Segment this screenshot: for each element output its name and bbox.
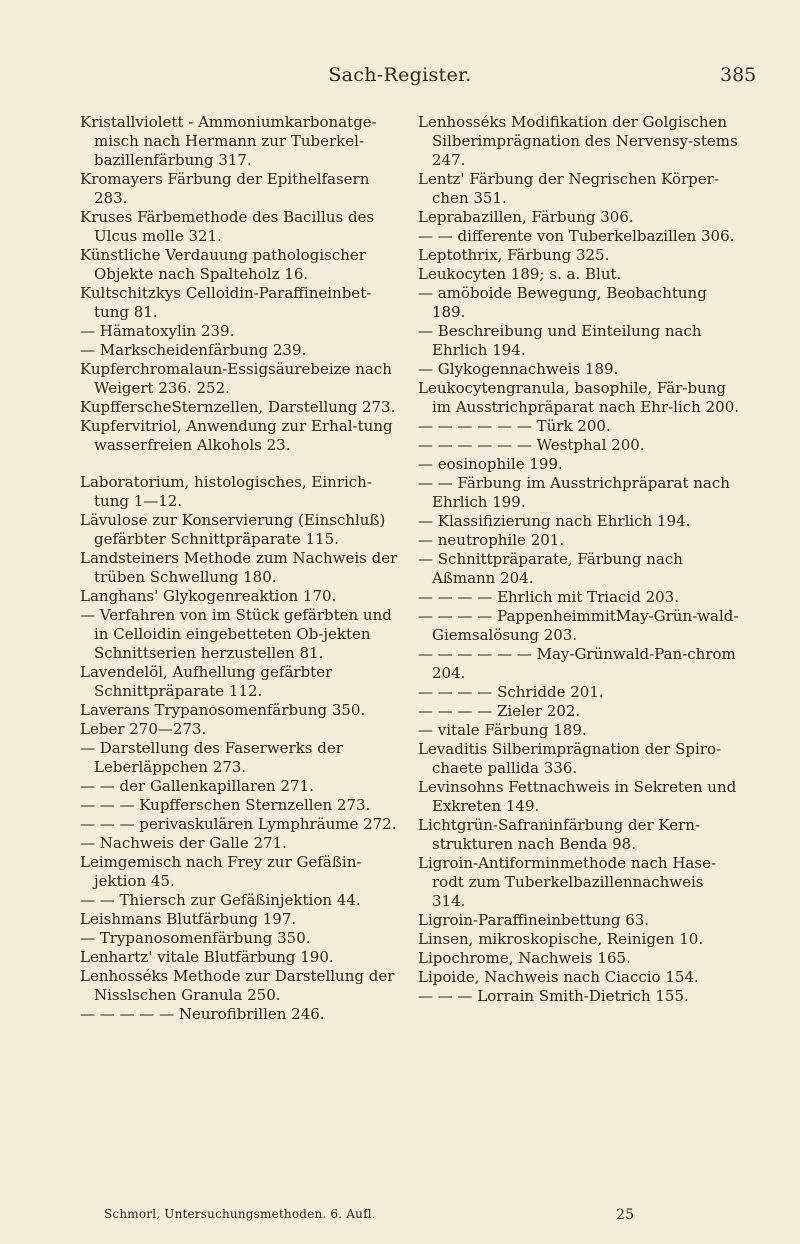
index-entry: Kultschitzkys Celloidin-Paraffineinbet-tung 81.: [80, 284, 372, 321]
index-entry: — Klassifizierung nach Ehrlich 194.: [418, 512, 691, 530]
index-entry: Lichtgrün-Safraninfärbung der Kern-strukturen nach Benda 98.: [418, 816, 700, 853]
page-header-title: Sach-Register.: [328, 64, 472, 86]
index-entry: Laboratorium, histologisches, Einrich-tung 1—12.: [80, 473, 372, 510]
index-entry: Laverans Trypanosomenfärbung 350.: [80, 701, 366, 719]
index-entry: — Verfahren von im Stück gefärbten und in Celloidin eingebetteten Ob-jekten Schnittserien herzustellen 81.: [80, 606, 392, 662]
index-entry: Leprabazillen, Färbung 306.: [418, 208, 634, 226]
index-entry: — — — — Ehrlich mit Triacid 203.: [418, 588, 679, 606]
index-entry: Leber 270—273.: [80, 720, 207, 738]
index-entry: Levaditis Silberimprägnation der Spiro-chaete pallida 336.: [418, 740, 722, 777]
index-entry: — Markscheidenfärbung 239.: [80, 341, 307, 359]
index-entry: Leimgemisch nach Frey zur Gefäßin-jektion 45.: [80, 853, 362, 890]
index-entry: Langhans' Glykogenreaktion 170.: [80, 587, 337, 605]
index-entry: Linsen, mikroskopische, Reinigen 10.: [418, 930, 704, 948]
index-entry: — — — — — — May-Grünwald-Pan-chrom 204.: [418, 645, 736, 682]
index-entry: — Trypanosomenfärbung 350.: [80, 929, 311, 947]
index-entry: Kromayers Färbung der Epithelfasern 283.: [80, 170, 370, 207]
footer-imprint: Schmorl, Untersuchungsmethoden. 6. Aufl.: [104, 1207, 376, 1221]
index-entry: — — — — — Neurofibrillen 246.: [80, 1005, 325, 1023]
index-entry: — Schnittpräparate, Färbung nach Aßmann 204.: [418, 550, 683, 587]
index-entry: Lenhosséks Modifikation der Golgischen Silberimprägnation des Nervensy-stems 247.: [418, 113, 738, 169]
index-entry: — — — Kupfferschen Sternzellen 273.: [80, 796, 371, 814]
index-entry: Kristallviolett - Ammoniumkarbonatge-misch nach Hermann zur Tuberkel-bazillenfärbung 317.: [80, 113, 377, 169]
index-entry: — — differente von Tuberkelbazillen 306.: [418, 227, 735, 245]
page-number: 385: [720, 64, 757, 86]
index-entry: Lävulose zur Konservierung (Einschluß) gefärbter Schnittpräparate 115.: [80, 511, 386, 548]
index-entry: Lavendelöl, Aufhellung gefärbter Schnittpräparate 112.: [80, 663, 333, 700]
index-entry: — amöboide Bewegung, Beobachtung 189.: [418, 284, 707, 321]
index-entry: — — Färbung im Ausstrichpräparat nach Ehrlich 199.: [418, 474, 730, 511]
index-entry: — — der Gallenkapillaren 271.: [80, 777, 314, 795]
index-entry: — — — perivaskulären Lymphräume 272.: [80, 815, 397, 833]
index-entry: Lipoide, Nachweis nach Ciaccio 154.: [418, 968, 699, 986]
index-entry: Kupferchromalaun-Essigsäurebeize nach Weigert 236. 252.: [80, 360, 392, 397]
index-entry: — — — — — — Türk 200.: [418, 417, 611, 435]
index-entry: Ligroin-Paraffineinbettung 63.: [418, 911, 650, 929]
index-entry: Landsteiners Methode zum Nachweis der trüben Schwellung 180.: [80, 549, 398, 586]
index-entry: — — — — Zieler 202.: [418, 702, 581, 720]
index-entry: Künstliche Verdauung pathologischer Objekte nach Spalteholz 16.: [80, 246, 366, 283]
index-entry: KupfferscheSternzellen, Darstellung 273.: [80, 398, 396, 416]
index-entry: — neutrophile 201.: [418, 531, 565, 549]
index-entry: — — — — Schridde 201.: [418, 683, 604, 701]
index-entry: Lenhosséks Methode zur Darstellung der Nisslschen Granula 250.: [80, 967, 395, 1004]
index-column-left: [80, 113, 402, 1024]
index-column-right: [418, 113, 740, 1006]
index-entry: Kruses Färbemethode des Bacillus des Ulcus molle 321.: [80, 208, 375, 245]
index-entry: — Nachweis der Galle 271.: [80, 834, 287, 852]
index-entry: — — — — — — Westphal 200.: [418, 436, 645, 454]
index-entry: Lentz' Färbung der Negrischen Körper-chen 351.: [418, 170, 719, 207]
index-entry: — Hämatoxylin 239.: [80, 322, 235, 340]
index-entry: Ligroin-Antiforminmethode nach Hase-rodt zum Tuberkelbazillennachweis 314.: [418, 854, 717, 910]
index-entry: — — — — PappenheimmitMay-Grün-wald-Giemsalösung 203.: [418, 607, 739, 644]
index-entry: Lipochrome, Nachweis 165.: [418, 949, 631, 967]
index-entry: — Glykogennachweis 189.: [418, 360, 619, 378]
index-entry: Leptothrix, Färbung 325.: [418, 246, 610, 264]
index-entry: Kupfervitriol, Anwendung zur Erhal-tung wasserfreien Alkohols 23.: [80, 417, 393, 454]
footer-signature: 25: [616, 1207, 635, 1223]
index-entry: Leukocytengranula, basophile, Fär-bung im Ausstrichpräparat nach Ehr-lich 200.: [418, 379, 740, 416]
index-entry: — Darstellung des Faserwerks der Leberläppchen 273.: [80, 739, 343, 776]
index-entry: — vitale Färbung 189.: [418, 721, 587, 739]
index-entry: — — Thiersch zur Gefäßinjektion 44.: [80, 891, 361, 909]
index-entry: Leukocyten 189; s. a. Blut.: [418, 265, 622, 283]
index-entry: Levinsohns Fettnachweis in Sekreten und Exkreten 149.: [418, 778, 737, 815]
page-footer: [104, 1207, 744, 1221]
index-entry: — eosinophile 199.: [418, 455, 563, 473]
index-entry: Leishmans Blutfärbung 197.: [80, 910, 297, 928]
index-entry: Lenhartz' vitale Blutfärbung 190.: [80, 948, 334, 966]
index-entry: — — — Lorrain Smith-Dietrich 155.: [418, 987, 689, 1005]
index-entry: — Beschreibung und Einteilung nach Ehrlich 194.: [418, 322, 702, 359]
